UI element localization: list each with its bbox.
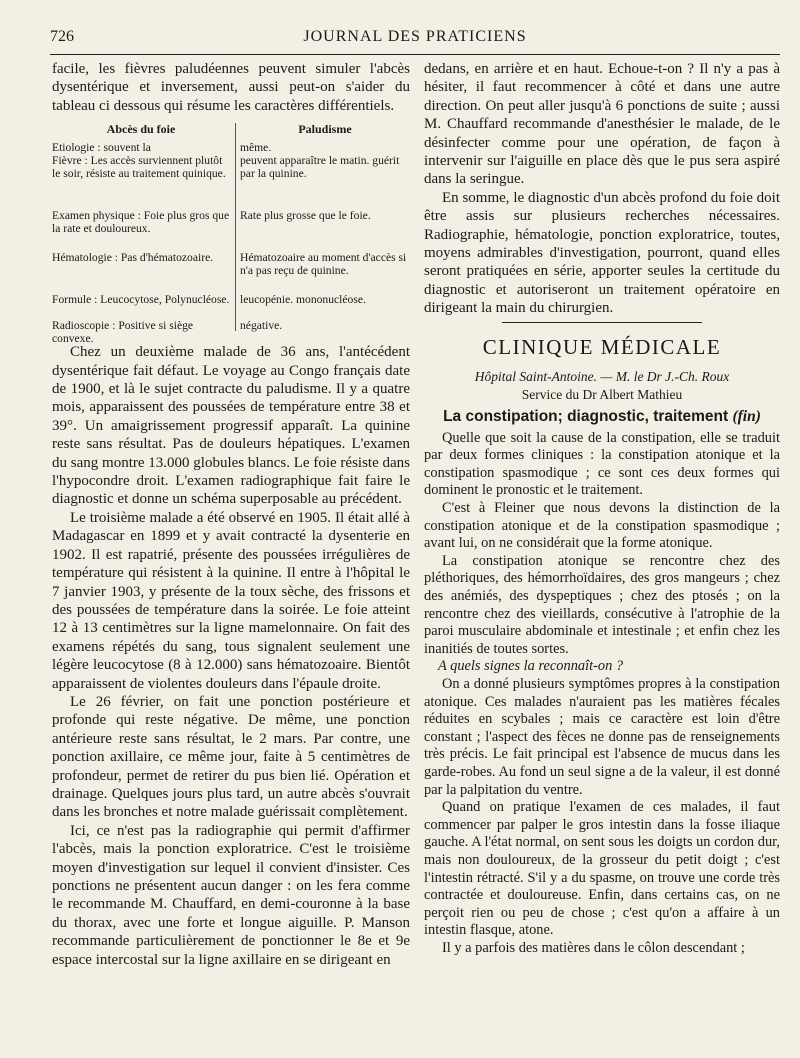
body-paragraph: En somme, le diagnostic d'un abcès profond du foie doit être assis sur plusieurs recherches nécessaires. Radiographie, hématologie, ponction exploratrice, toutes, moyens admirables d'investigation, pourront, quand elles seront pratiquées en série, apporter seules la certitude du diagnostic et autoriseront un traitement opératoire en dirigeant la main du chirurgien. [424,189,780,317]
right-column [424,60,780,958]
running-title: JOURNAL DES PRATICIENS [303,28,527,45]
table-cell-left: Hématologie : Pas d'hématozoaire. [52,251,214,265]
body-paragraph: Quelle que soit la cause de la constipation, elle se traduit par deux formes cliniques : la constipation atonique et la constipation spasmodique ; ce sont ces deux formes qui dominent le pronostic et le traitement. [424,429,780,499]
intro-paragraph: facile, les fièvres paludéennes peuvent simuler l'abcès dysentérique et inversement, aussi peut-on s'aider du tableau ci dessous qui résume les caractères différentiels. [52,61,410,114]
table-cell-left: Fièvre : Les accès surviennent plutôt le soir, résiste au traitement quinique. [52,154,226,181]
body-paragraph: Le troisième malade a été observé en 1905. Il était allé à Madagascar en 1899 et y avait contracté la dysenterie en 1902. Il est rapatrié, présente des poussées irrégulières de température qui résistent à la quinine. Il entre à l'hôpital le 7 janvier 1903, y présente de la toux sèche, des frissons et des poussées de température dans la soirée. Le foie atteint 12 à 13 centimètres sur la ligne mamelonnaire. On fait des examens répétés du sang, tous signalent seulement une légère leucocytose (8 à 12.000) sans hématozoaire. Bientôt apparaissent de violentes douleurs dans l'épaule droite. [52,509,410,692]
body-paragraph: On a donné plusieurs symptômes propres à la constipation atonique. Ces malades n'auraient pas les matières fécales réduites en scybales ; mais ce caractère est loin d'être constant ; l'aspect des fèces ne donne pas de renseignements très précis. Le fait principal est l'absence de mucus dans les garde-robes. Au fond un seul signe a de la valeur, il est donné par la palpitation du ventre. [424,676,780,798]
table-cell-right: Rate plus grosse que le foie. [240,209,371,223]
article-title-suffix: (fin) [732,407,761,425]
page-number: 726 [50,28,74,45]
section-rule [502,322,702,323]
table-cell-right: peuvent apparaître le matin. guérit par la quinine. [240,154,400,181]
table-head-right: Paludisme [298,122,352,137]
table-cell-right: Hématozoaire au moment d'accès si n'a pas reçu de quinine. [240,251,407,278]
body-paragraph: La constipation atonique se rencontre chez des pléthoriques, des hémorrhoïdaires, des gros mangeurs ; chez des anémiés, des dyspeptiques ; chez des ptosés ; on la rencontre chez des vieillards, consécutive à l'atrophie de la paroi musculaire abdominale et intestinale ; et enfin chez les inanitiés de toutes sortes. [424,552,780,657]
section-title: CLINIQUE MÉDICALE [482,334,722,359]
table-cell-left: Examen physique : Foie plus gros que la rate et douloureux. [52,209,230,236]
page-header [50,28,780,50]
body-paragraph: Quand on pratique l'examen de ces malades, il faut commencer par palper le gros intestin dans la fosse iliaque gauche. A l'état normal, on sent sous les doigts un cordon dur, mais non douloureux, de la grosseur du petit doigt ; c'est l'intestin rétracté. S'il y a du spasme, on trouve une corde très contractée et douloureuse. Enfin, dans certains cas, on ne perçoit rien ou peu de chose ; c'est qu'on a affaire à un intestin flasque, atone. [424,799,780,939]
left-column [52,60,410,969]
body-paragraph: Il y a parfois des matières dans le côlon descendant ; [442,939,745,956]
table-cell-right: leucopénie. mononucléose. [240,293,366,307]
table-cell-left: Etiologie : souvent la [52,141,151,155]
body-paragraph: Le 26 février, on fait une ponction postérieure et profonde qui reste négative. De même, une ponction antérieure reste sans résultat, le 2 mars. Par contre, une ponction axillaire, ce même jour, faite à 5 centimètres de profondeur, permet de retirer du pus bien lié. Opération et drainage. Quelques jours plus tard, un autre abcès s'ouvrait dans les bronches et notre malade guérissait complètement. [52,693,410,821]
comparison-table [52,122,410,346]
table-cell-right: négative. [240,319,283,333]
source-line: Hôpital Saint-Antoine. — M. le Dr J.-Ch. Roux [474,368,730,384]
article-title [424,408,780,426]
subquestion: A quels signes la reconnaît-on ? [438,658,624,675]
table-divider [235,123,236,331]
service-line: Service du Dr Albert Mathieu [521,386,683,402]
table-cell-left: Radioscopie : Positive si siège convexe. [52,319,194,346]
header-rule [50,54,780,55]
body-paragraph: Chez un deuxième malade de 36 ans, l'antécédent dysentérique fait défaut. Le voyage au Congo français date de 1900, et là le sujet contracte du paludisme. Il y a quatre mois, apparaissent des poussées de température entre 38 et 39°. Un amaigrissement progressif apparaît. La quinine reste sans résultat. Pas de douleurs hépatiques. L'examen du sang montre 13.000 globules blancs. Le foie résiste dans l'hypocondre droit. L'examen radiographique fait faire le diagnostic et donne un schéma superposable au précédent. [52,344,410,508]
article-title-text: La constipation; diagnostic, traitement [443,407,729,425]
body-paragraph: C'est à Fleiner que nous devons la distinction de la constipation atonique et de la constipation spasmodique ; avant lui, on ne considérait que la forme atonique. [424,500,780,552]
body-paragraph: dedans, en arrière et en haut. Echoue-t-on ? Il n'y a pas à hésiter, il faut recommencer à côté et dans une autre direction. On peut aller jusqu'à 6 ponctions de suite ; aussi M. Chauffard recommande d'anesthésier le malade, de le désinfecter comme pour une opération, de façon à intervenir sur l'aiguille en place dès que le pus sera aspiré dans la seringue. [424,61,780,188]
table-cell-right: même. [240,141,272,155]
body-paragraph: Ici, ce n'est pas la radiographie qui permit d'affirmer l'abcès, mais la ponction exploratrice. C'est le troisième moyen d'investigation sur lequel il convient d'insister. Ces ponctions ne présentent aucun danger : on les fera comme le recommande M. Chauffard, en demi-couronne à la base du thorax, avec une forte et longue aiguille. P. Manson recommande particulièrement de ponctionner le 8e et 9e espace intercostal sur la ligne axillaire en se dirigeant en [52,822,410,968]
table-cell-left: Formule : Leucocytose, Polynucléose. [52,293,230,307]
table-head-left: Abcès du foie [106,122,176,137]
